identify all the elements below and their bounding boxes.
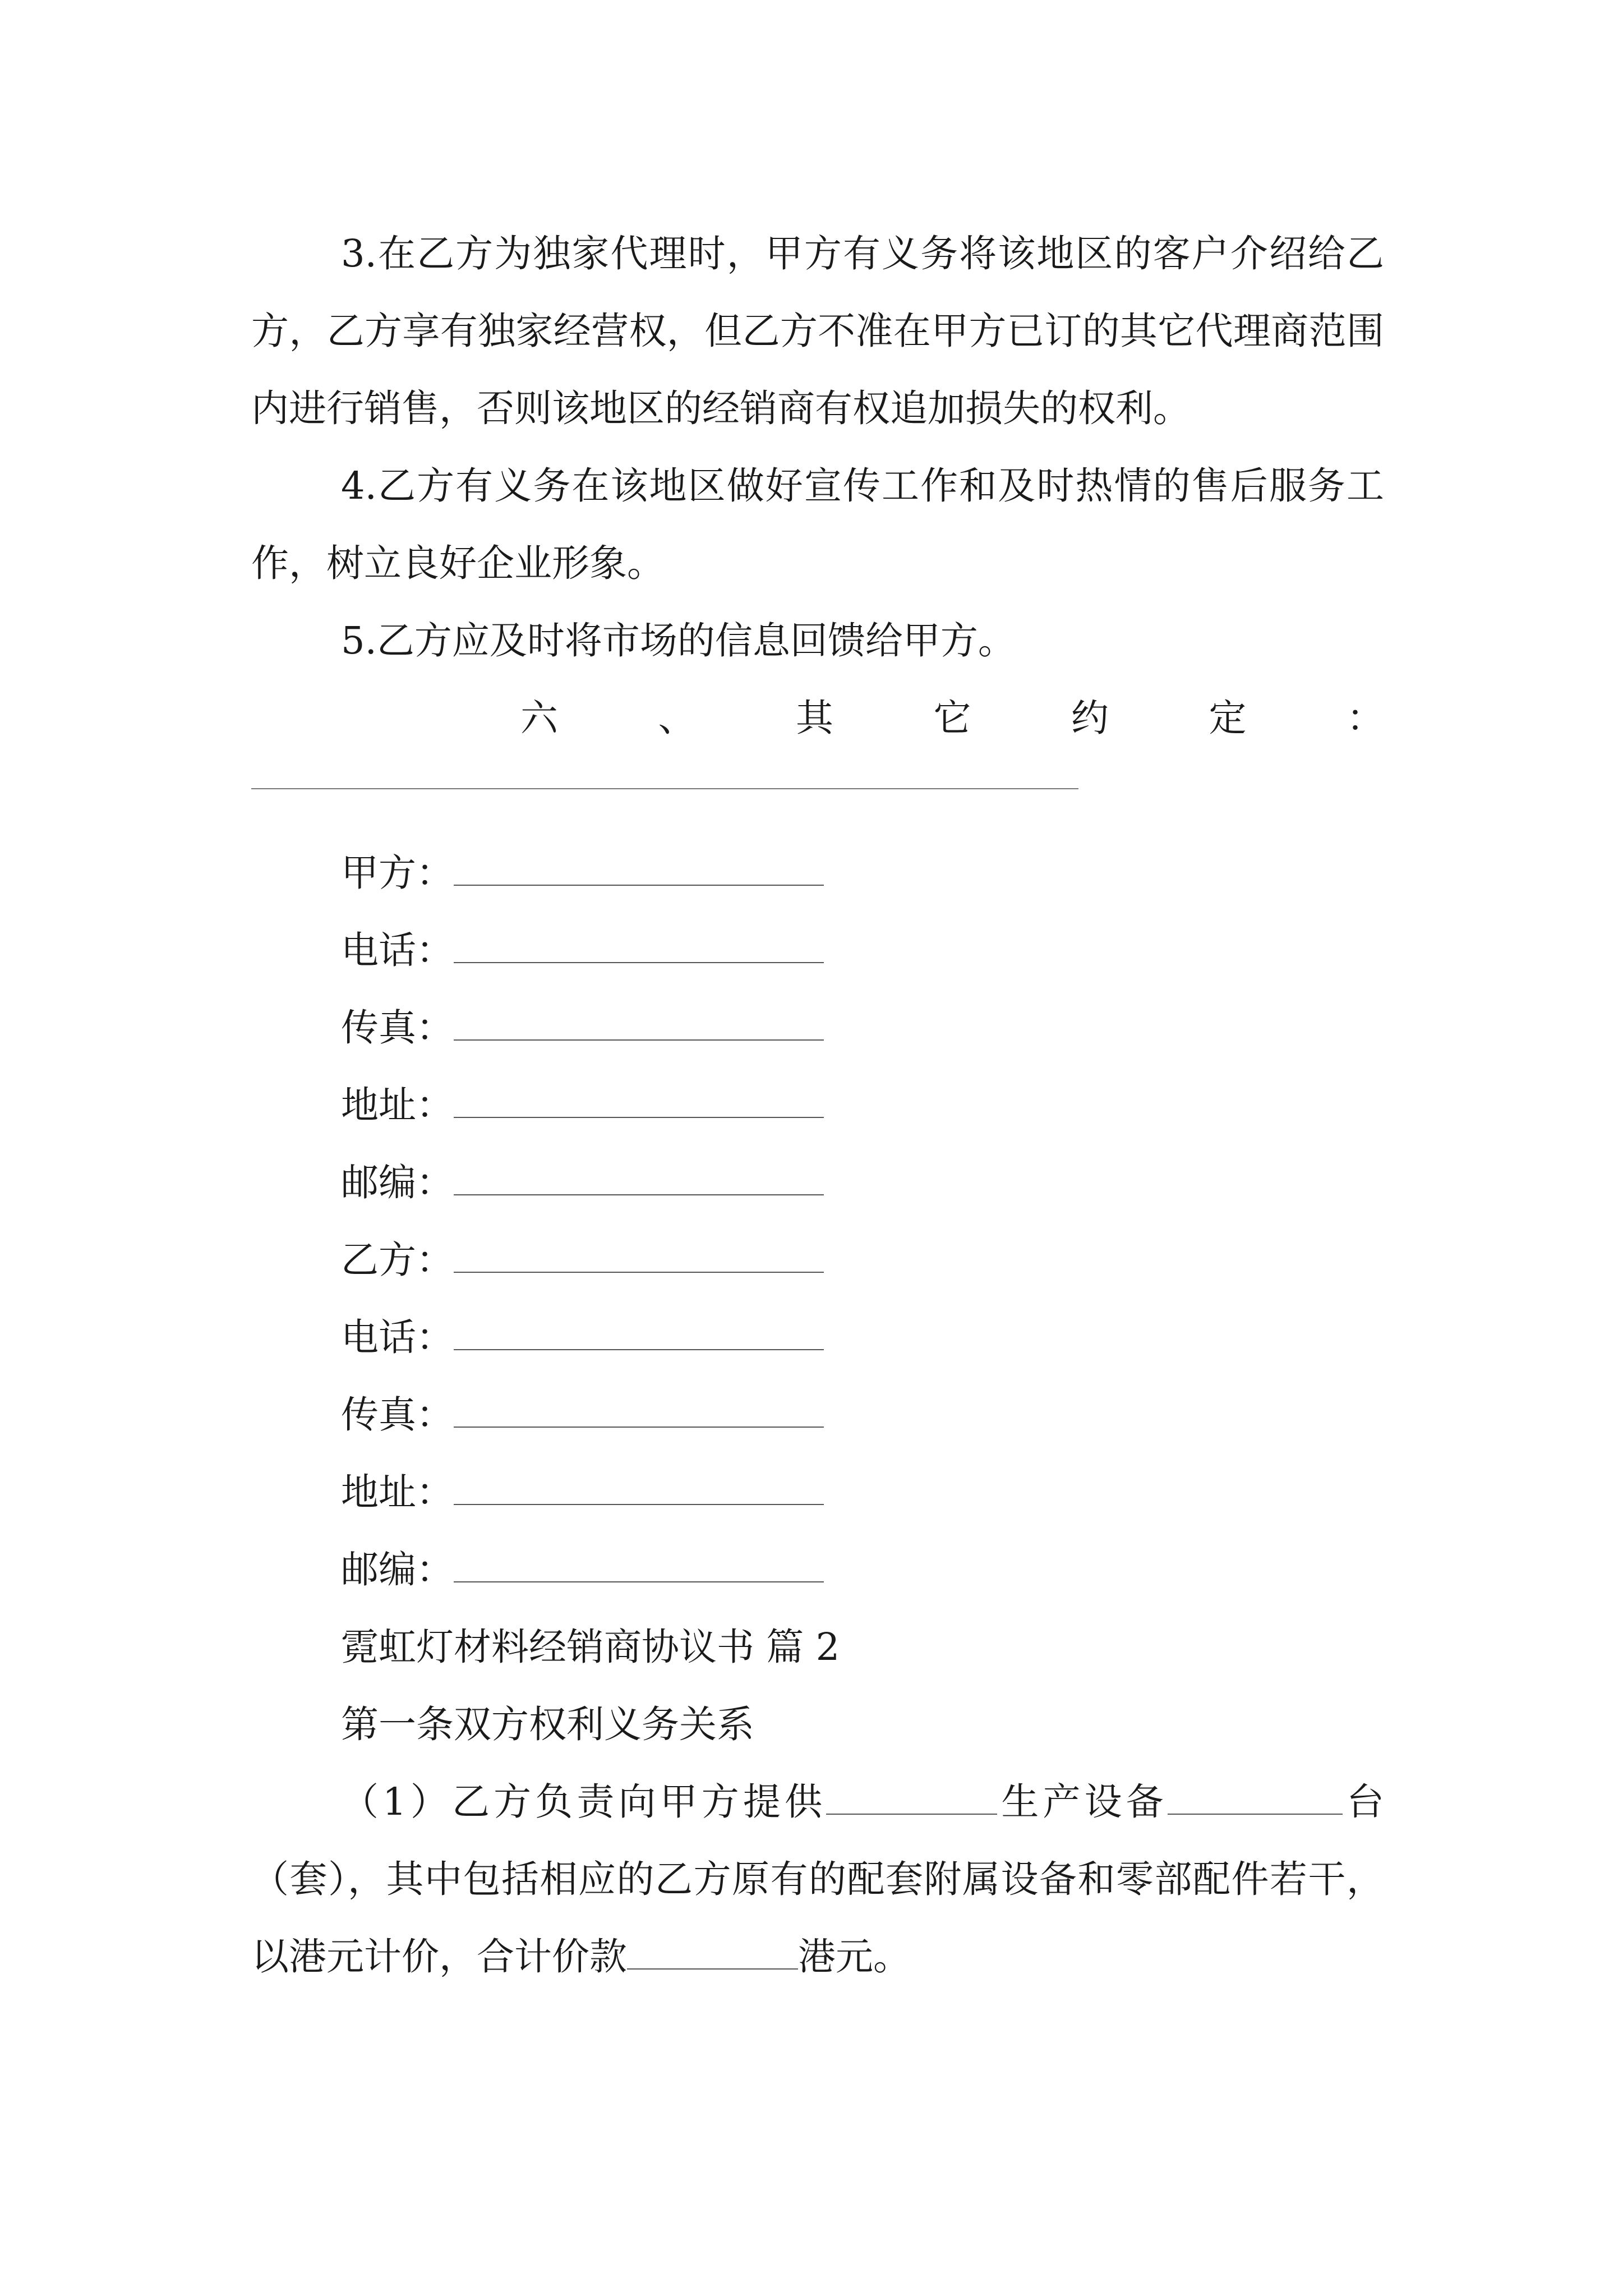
clause-item-5: 5.乙方应及时将市场的信息回馈给甲方。 xyxy=(341,619,1016,662)
party-a-phone-blank xyxy=(454,917,824,963)
heading-char: 、 xyxy=(658,696,696,740)
heading-char: 约 xyxy=(1071,696,1109,740)
total-price-blank xyxy=(627,1925,798,1970)
heading-char: 六 xyxy=(520,696,558,740)
heading-char: 其 xyxy=(796,696,833,740)
section-6-heading xyxy=(251,679,1384,757)
party-b-fax-label: 传真： xyxy=(341,1393,454,1437)
party-a-postcode-label: 邮编： xyxy=(341,1161,454,1204)
party-a-phone-label: 电话： xyxy=(341,928,454,972)
party-a-blank xyxy=(454,840,824,886)
clause-1-item-1-part1: （1）乙方负责向甲方提供 xyxy=(341,1780,827,1824)
party-a-postcode-blank xyxy=(454,1149,824,1195)
party-a-address-blank xyxy=(454,1072,824,1118)
party-b-fax-row xyxy=(251,1376,1384,1453)
party-b-address-label: 地址： xyxy=(341,1470,454,1514)
party-a-fax-row xyxy=(251,989,1384,1066)
heading-char: 定 xyxy=(1209,696,1247,740)
other-agreements-blank-line xyxy=(251,757,1078,834)
party-a-postcode-row xyxy=(251,1144,1384,1221)
article-2-title: 霓虹灯材料经销商协议书 篇 2 xyxy=(341,1625,840,1669)
party-b-postcode-blank xyxy=(454,1536,824,1582)
clause-1-item-1-part3: 台（套），其中包括相应的乙方原有的配套附属设备和零部配件若干，以港元计价，合计价款 xyxy=(251,1780,1384,1978)
party-b-blank xyxy=(454,1227,824,1273)
clause-1-item-1-part2: 生产设备 xyxy=(997,1780,1168,1824)
party-a-address-label: 地址： xyxy=(341,1083,454,1127)
party-b-row xyxy=(251,1221,1384,1299)
party-a-fax-blank xyxy=(454,995,824,1041)
clause-item-3: 3.在乙方为独家代理时，甲方有义务将该地区的客户介绍给乙方，乙方享有独家经营权，但乙方不准在甲方已订的其它代理商范围内进行销售，否则该地区的经销商有权追加损失的权利。 xyxy=(251,232,1384,430)
party-a-address-row xyxy=(251,1066,1384,1144)
party-b-address-row xyxy=(251,1453,1384,1531)
heading-char: 它 xyxy=(933,696,971,740)
clause-1-item-1-part4: 港元。 xyxy=(798,1935,911,1978)
party-a-row xyxy=(251,834,1384,912)
clause-item-4: 4.乙方有义务在该地区做好宣传工作和及时热情的售后服务工作，树立良好企业形象。 xyxy=(251,464,1384,585)
party-b-phone-row xyxy=(251,1299,1384,1376)
party-a-fax-label: 传真： xyxy=(341,1006,454,1050)
clause-1-title: 第一条双方权利义务关系 xyxy=(341,1703,754,1746)
party-b-fax-blank xyxy=(454,1382,824,1428)
party-b-label: 乙方： xyxy=(341,1238,454,1282)
heading-char: ： xyxy=(1347,696,1384,740)
party-b-postcode-row xyxy=(251,1531,1384,1608)
party-b-postcode-label: 邮编： xyxy=(341,1548,454,1591)
party-a-phone-row xyxy=(251,912,1384,989)
equipment-quantity-blank xyxy=(1168,1770,1343,1815)
clause-1-item-1 xyxy=(251,1763,1384,1995)
party-b-address-blank xyxy=(454,1459,824,1505)
document-body xyxy=(251,215,1384,1995)
party-b-phone-blank xyxy=(454,1304,824,1350)
party-b-phone-label: 电话： xyxy=(341,1315,454,1359)
equipment-name-blank xyxy=(826,1770,997,1815)
party-a-label: 甲方： xyxy=(341,851,454,895)
